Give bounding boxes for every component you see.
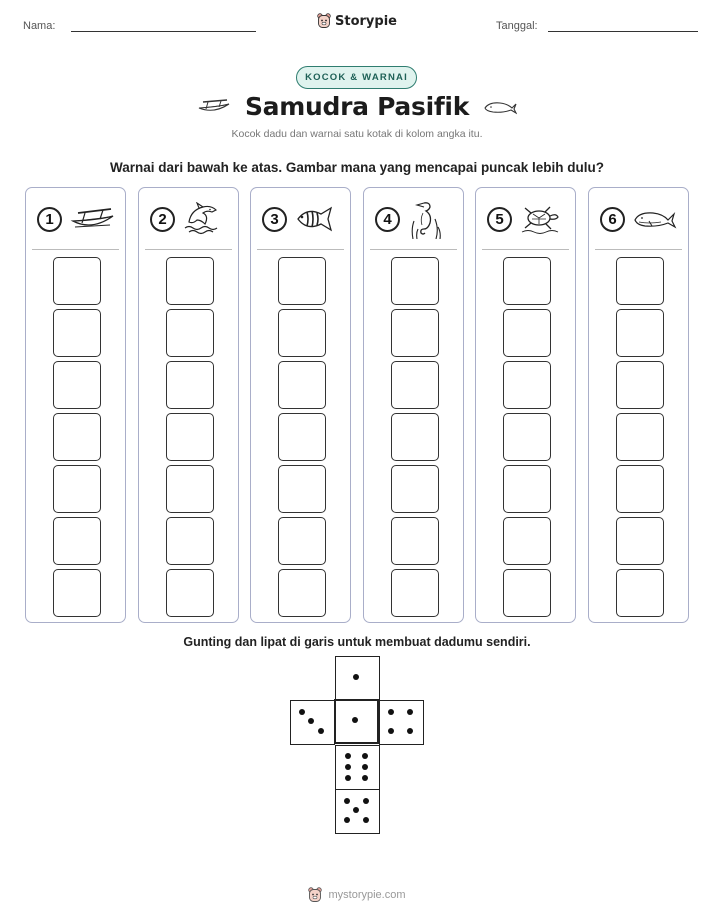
die-pip [407,728,413,734]
die-face-center [334,699,379,744]
column-1 [25,187,126,623]
seahorse-icon [408,199,444,239]
color-box[interactable] [278,569,326,617]
column-number: 6 [600,207,625,232]
column-6 [588,187,689,623]
die-pip [299,709,305,715]
die-pip [362,764,368,770]
color-box[interactable] [53,413,101,461]
color-box[interactable] [278,413,326,461]
color-box[interactable] [278,361,326,409]
column-5 [475,187,576,623]
outrigger-canoe-icon [197,99,231,115]
bear-logo-icon [308,887,322,903]
column-number: 2 [150,207,175,232]
color-box[interactable] [616,569,664,617]
die-pip [388,728,394,734]
color-box[interactable] [616,465,664,513]
title-row [0,92,714,121]
die-pip [345,764,351,770]
color-box[interactable] [278,517,326,565]
column-header [487,204,569,234]
page-title: Samudra Pasifik [244,92,470,121]
color-box[interactable] [166,465,214,513]
die-pip [345,775,351,781]
color-box[interactable] [503,257,551,305]
column-2 [138,187,239,623]
die-pip [345,753,351,759]
color-box[interactable] [278,257,326,305]
die-pip [353,807,359,813]
color-box[interactable] [391,257,439,305]
die-pip [318,728,324,734]
die-pip [344,817,350,823]
die-face-top [335,656,380,701]
column-number: 3 [262,207,287,232]
column-header [375,204,457,234]
date-field[interactable] [496,20,698,32]
die-pip [363,817,369,823]
column-divider [482,249,569,250]
die-face-left [290,700,335,745]
die-face-lower [335,745,380,790]
column-number: 4 [375,207,400,232]
color-box[interactable] [53,309,101,357]
color-box[interactable] [166,517,214,565]
bear-logo-icon [317,13,331,29]
color-box[interactable] [166,309,214,357]
date-line[interactable] [548,20,698,32]
color-box[interactable] [616,413,664,461]
die-pip [352,717,358,723]
die-pip [362,753,368,759]
column-divider [32,249,119,250]
dolphin-icon [183,202,223,236]
color-box[interactable] [616,257,664,305]
column-header [37,204,119,234]
color-box[interactable] [391,361,439,409]
column-3 [250,187,351,623]
color-box[interactable] [166,257,214,305]
color-box[interactable] [53,257,101,305]
color-box[interactable] [53,569,101,617]
color-box[interactable] [53,465,101,513]
whale-icon [633,207,677,231]
date-label: Tanggal: [496,20,538,32]
footer [0,887,714,903]
column-divider [257,249,344,250]
die-pip [353,674,359,680]
brand-name: Storypie [335,13,397,29]
color-box[interactable] [391,465,439,513]
column-header [600,204,682,234]
whale-icon [483,99,517,115]
color-box[interactable] [503,309,551,357]
color-box[interactable] [616,361,664,409]
die-face-bottom [335,789,380,834]
cut-instruction: Gunting dan lipat di garis untuk membuat dadumu sendiri. [183,635,531,649]
die-pip [407,709,413,715]
die-pip [362,775,368,781]
die-pip [388,709,394,715]
color-box[interactable] [53,361,101,409]
column-number: 1 [37,207,62,232]
instruction: Warnai dari bawah ke atas. Gambar mana yang mencapai puncak lebih dulu? [110,160,604,175]
race-columns [25,187,689,623]
color-box[interactable] [391,517,439,565]
color-box[interactable] [391,569,439,617]
column-4 [363,187,464,623]
color-box[interactable] [503,465,551,513]
activity-badge: KOCOK & WARNAI [296,66,417,89]
fish-icon [295,204,335,234]
sea-turtle-icon [520,204,562,234]
name-label: Nama: [23,20,56,32]
column-divider [370,249,457,250]
color-box[interactable] [503,569,551,617]
column-header [262,204,344,234]
outrigger-canoe-icon [70,206,116,232]
color-box[interactable] [503,361,551,409]
subtitle: Kocok dadu dan warnai satu kotak di kolom angka itu. [231,128,483,140]
color-box[interactable] [616,309,664,357]
color-box[interactable] [391,413,439,461]
die-pip [363,798,369,804]
color-box[interactable] [391,309,439,357]
color-box[interactable] [166,361,214,409]
color-box[interactable] [166,569,214,617]
column-divider [595,249,682,250]
color-box[interactable] [278,309,326,357]
color-box[interactable] [503,413,551,461]
column-number: 5 [487,207,512,232]
color-box[interactable] [166,413,214,461]
column-divider [145,249,232,250]
die-pip [308,718,314,724]
die-pip [344,798,350,804]
column-header [150,204,232,234]
color-box[interactable] [53,517,101,565]
die-face-right [379,700,424,745]
color-box[interactable] [278,465,326,513]
color-box[interactable] [503,517,551,565]
color-box[interactable] [616,517,664,565]
footer-url[interactable]: mystorypie.com [328,889,406,901]
